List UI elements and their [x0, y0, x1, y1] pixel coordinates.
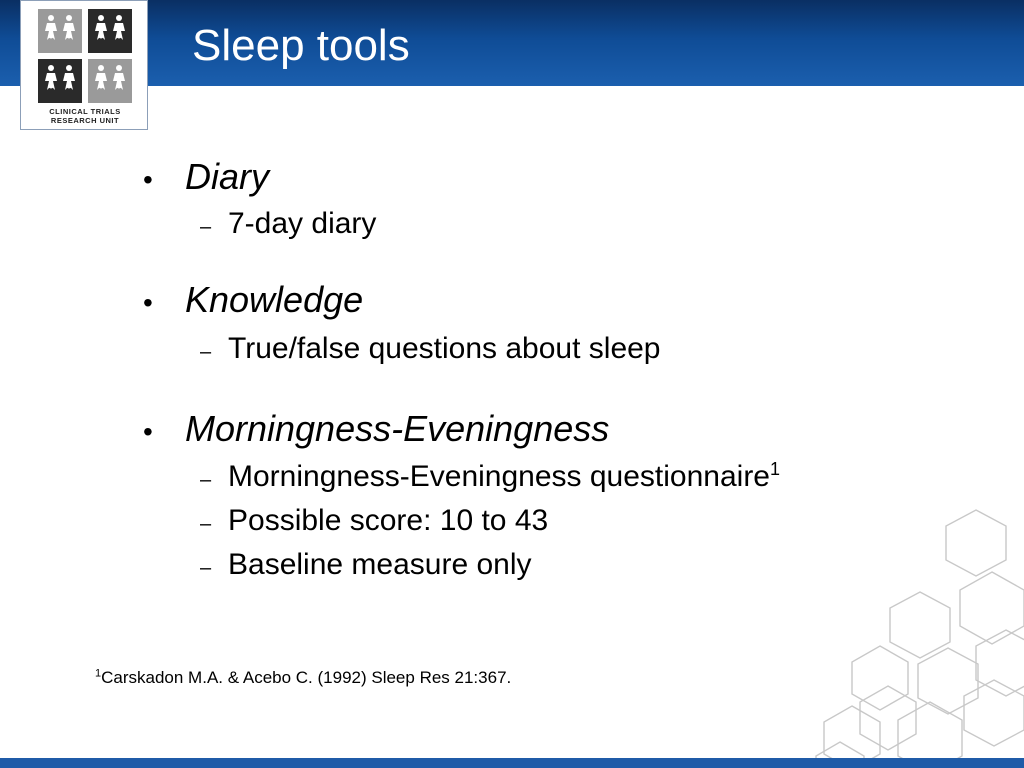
footnote-reference: 1 — [770, 459, 781, 479]
footnote-marker: 1 — [95, 667, 102, 680]
bullet-item — [143, 408, 609, 450]
logo-text-line2: RESEARCH UNIT — [50, 116, 120, 125]
hexagon-pattern-decoration — [780, 480, 1024, 758]
sub-bullet-item — [200, 504, 548, 538]
bullet-label: Knowledge — [185, 279, 364, 320]
slide-title: Sleep tools — [192, 21, 410, 70]
sub-bullet-text — [228, 460, 780, 494]
sub-bullet-text: 7-day diary — [228, 207, 377, 240]
bullet-item — [143, 156, 269, 198]
bullet-marker: • — [143, 416, 153, 447]
clinical-trials-logo — [20, 0, 148, 130]
sub-bullet-item — [200, 548, 532, 582]
logo-tile-people-icon — [88, 59, 132, 103]
bullet-item — [143, 279, 363, 321]
footnote — [95, 668, 511, 688]
sub-bullet-marker: – — [200, 513, 212, 535]
logo-tile-people-icon — [38, 59, 82, 103]
bullet-label: Diary — [185, 156, 270, 197]
logo-text-line1: CLINICAL TRIALS — [49, 107, 121, 116]
sub-bullet-text: Baseline measure only — [228, 548, 532, 581]
bullet-marker: • — [143, 287, 153, 318]
footnote-text: Carskadon M.A. & Acebo C. (1992) Sleep Res 21:367. — [101, 668, 512, 687]
bullet-label: Morningness-Eveningness — [185, 408, 610, 449]
sub-bullet-item — [200, 207, 376, 241]
sub-bullet-text-body: Morningness-Eveningness questionnaire — [228, 460, 770, 493]
sub-bullet-marker: – — [200, 341, 212, 363]
logo-tile-people-icon — [38, 9, 82, 53]
sub-bullet-marker: – — [200, 469, 212, 491]
sub-bullet-marker: – — [200, 216, 212, 238]
bullet-marker: • — [143, 164, 153, 195]
sub-bullet-item — [200, 332, 661, 366]
sub-bullet-item — [200, 460, 780, 494]
sub-bullet-text: True/false questions about sleep — [228, 332, 661, 365]
bottom-bar — [0, 758, 1024, 768]
sub-bullet-marker: – — [200, 557, 212, 579]
header-bar — [0, 0, 1024, 86]
logo-tile-people-icon — [88, 9, 132, 53]
sub-bullet-text: Possible score: 10 to 43 — [228, 504, 549, 537]
